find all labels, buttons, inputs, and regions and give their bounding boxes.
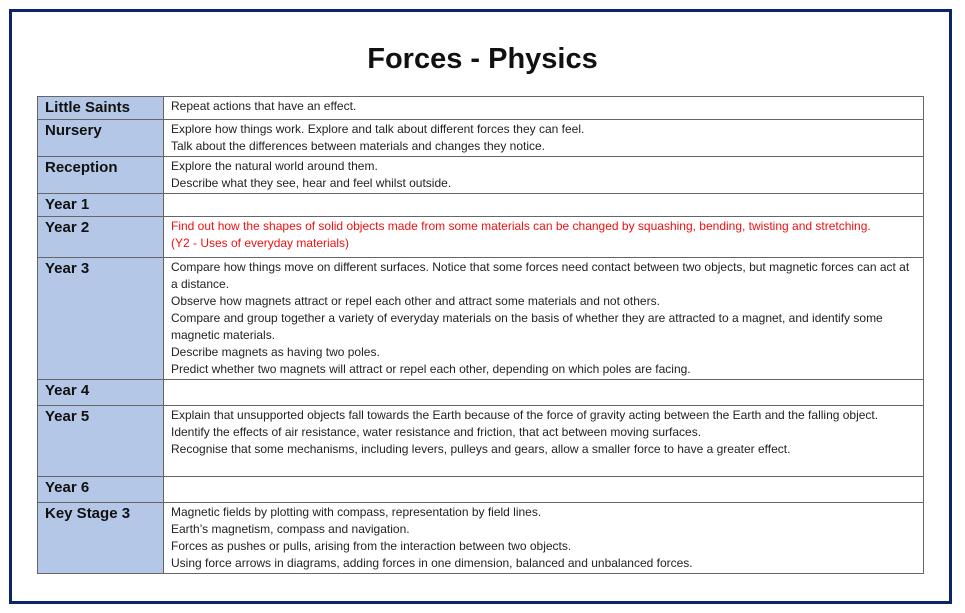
stage-label: Year 3 bbox=[38, 258, 164, 380]
stage-label: Nursery bbox=[38, 120, 164, 157]
content-line: Compare and group together a variety of everyday materials on the basis of whether they are attracted to a magnet, and identify some magnetic materials. bbox=[171, 311, 883, 342]
stage-content bbox=[164, 477, 924, 503]
stage-label: Year 1 bbox=[38, 194, 164, 217]
table-row bbox=[38, 503, 924, 574]
content-line: Forces as pushes or pulls, arising from the interaction between two objects. bbox=[171, 539, 572, 553]
content-line: Talk about the differences between materials and changes they notice. bbox=[171, 139, 546, 153]
content-line: Describe what they see, hear and feel whilst outside. bbox=[171, 176, 452, 190]
stage-content bbox=[164, 97, 924, 120]
content-line: Earth’s magnetism, compass and navigation. bbox=[171, 522, 410, 536]
stage-content bbox=[164, 258, 924, 380]
table-row bbox=[38, 157, 924, 194]
table-row bbox=[38, 258, 924, 380]
stage-content bbox=[164, 380, 924, 406]
content-line: Find out how the shapes of solid objects made from some materials can be changed by squashing, bending, twisting and stretching. bbox=[171, 219, 871, 233]
content-line: Compare how things move on different surfaces. Notice that some forces need contact between two objects, but magnetic forces can act at a distance. bbox=[171, 260, 910, 291]
table-row bbox=[38, 380, 924, 406]
content-line: Explore the natural world around them. bbox=[171, 159, 378, 173]
page-title: Forces - Physics bbox=[367, 43, 598, 75]
content-line: (Y2 - Uses of everyday materials) bbox=[171, 236, 350, 250]
stage-label: Key Stage 3 bbox=[38, 503, 164, 574]
content-line: Explore how things work. Explore and talk about different forces they can feel. bbox=[171, 122, 585, 136]
content-line: Identify the effects of air resistance, water resistance and friction, that act between moving surfaces. bbox=[171, 425, 702, 439]
table-row bbox=[38, 406, 924, 477]
content-line: Explain that unsupported objects fall towards the Earth because of the force of gravity acting between the Earth and the falling object. bbox=[171, 408, 879, 422]
stage-content bbox=[164, 194, 924, 217]
content-line: Observe how magnets attract or repel each other and attract some materials and not others. bbox=[171, 294, 660, 308]
table-row bbox=[38, 477, 924, 503]
table-row bbox=[38, 97, 924, 120]
stage-label: Little Saints bbox=[38, 97, 164, 120]
stage-content bbox=[164, 120, 924, 157]
stage-content bbox=[164, 217, 924, 258]
table-row bbox=[38, 194, 924, 217]
content-line: Magnetic fields by plotting with compass, representation by field lines. bbox=[171, 505, 542, 519]
stage-label: Year 6 bbox=[38, 477, 164, 503]
table-row bbox=[38, 120, 924, 157]
content-line: Describe magnets as having two poles. bbox=[171, 345, 380, 359]
stage-label: Year 4 bbox=[38, 380, 164, 406]
stage-content bbox=[164, 503, 924, 574]
curriculum-table bbox=[37, 96, 924, 574]
stage-label: Year 2 bbox=[38, 217, 164, 258]
stage-label: Year 5 bbox=[38, 406, 164, 477]
content-line: Predict whether two magnets will attract or repel each other, depending on which poles are facing. bbox=[171, 362, 691, 376]
table-row bbox=[38, 217, 924, 258]
content-line: Recognise that some mechanisms, including levers, pulleys and gears, allow a smaller force to have a greater effect. bbox=[171, 442, 791, 456]
content-line: Repeat actions that have an effect. bbox=[171, 99, 357, 113]
content-line: Using force arrows in diagrams, adding forces in one dimension, balanced and unbalanced forces. bbox=[171, 556, 693, 570]
stage-content bbox=[164, 406, 924, 477]
stage-content bbox=[164, 157, 924, 194]
stage-label: Reception bbox=[38, 157, 164, 194]
